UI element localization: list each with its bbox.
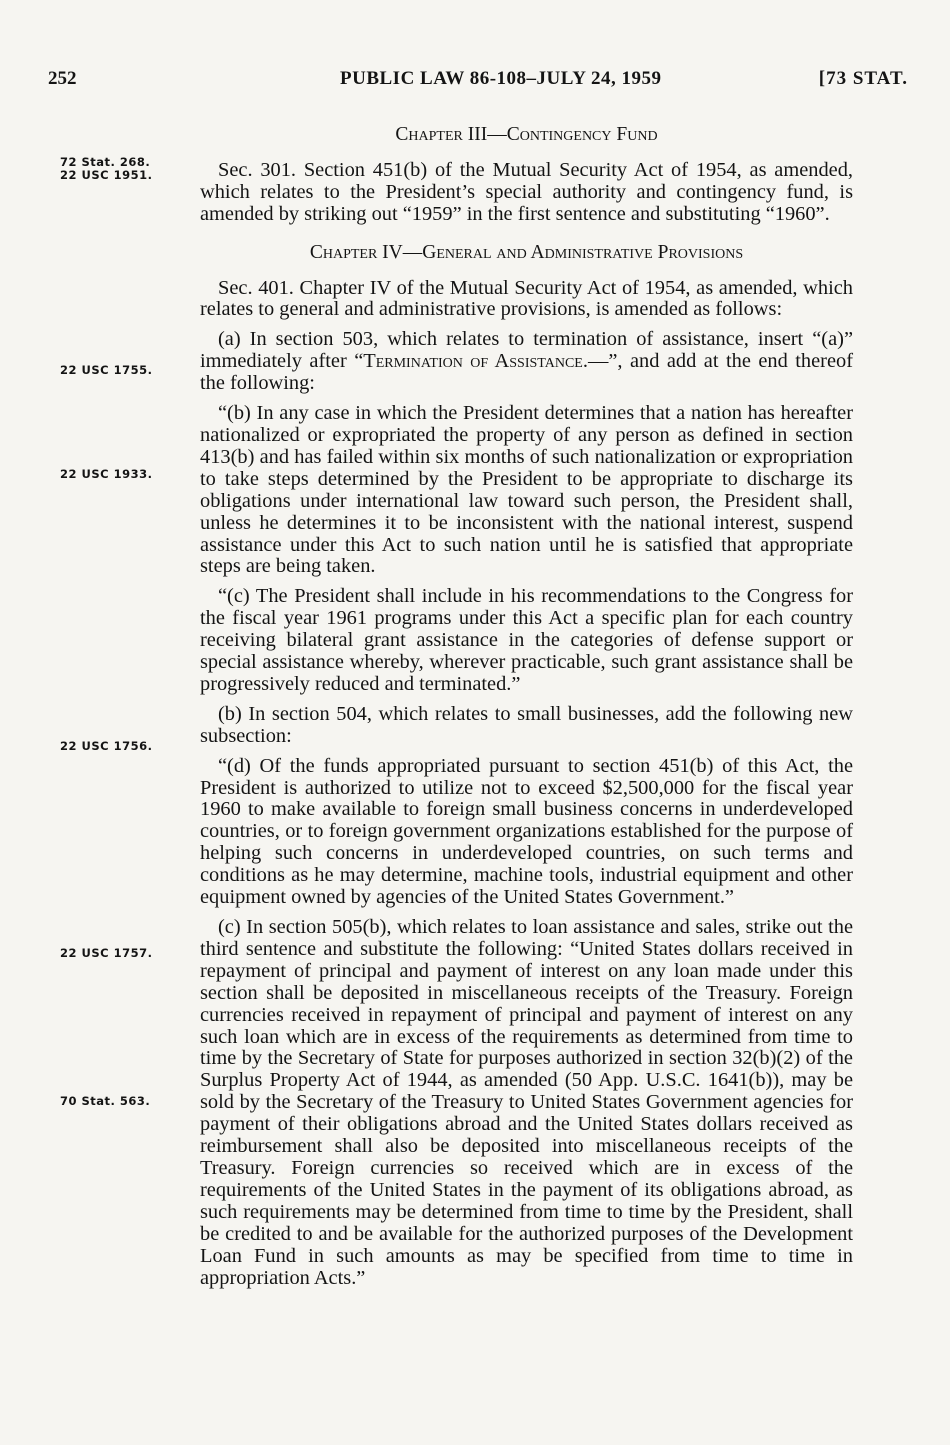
paragraph-a (200, 329, 853, 395)
paragraph-a-text-1: (a) In section 503, which relates to termination of assistance, insert “(a)” immediately after “ (200, 328, 853, 373)
margin-note-stat-268: 72 Stat. 268. 22 USC 1951. (60, 155, 153, 182)
margin-note-1755: 22 USC 1755. (60, 363, 153, 377)
chapter-4-heading: Chapter IV—General and Administrative Provisions (309, 241, 744, 263)
section-401: Sec. 401. Chapter IV of the Mutual Security Act of 1954, as amended, which relates to general and administrative provisions, is amended as follows: (200, 276, 853, 321)
termination-heading-ref: Termination of Assistance. (363, 350, 588, 373)
paragraph-b: (b) In section 504, which relates to small businesses, add the following new subsection: (200, 702, 853, 747)
margin-note-1933: 22 USC 1933. (60, 467, 153, 481)
page-header (48, 68, 908, 98)
quoted-subsection-c: “(c) The President shall include in his recommendations to the Congress for the fiscal year 1961 programs under this Act a specific plan for each country receiving bilateral grant assistance in the categories of defense support or special assistance whereby, wherever practicable, such grant assistance shall be progressively reduced and terminated.” (200, 585, 853, 695)
body-text (200, 118, 853, 1297)
page-number: 252 (48, 68, 77, 89)
statute-reference: [73 STAT. (818, 68, 908, 89)
paragraph-a-text-2: —”, and add at the end thereof the following: (200, 350, 853, 395)
chapter-3-heading: Chapter III—Contingency Fund (395, 124, 658, 145)
quoted-subsection-d: “(d) Of the funds appropriated pursuant to section 451(b) of this Act, the President is authorized to utilize not to exceed $2,500,000 for the fiscal year 1960 to make available to foreign small business concerns in underdeveloped countries, or to foreign government organizations established for the purpose of helping such concerns in underdeveloped countries, on such terms and conditions as he may determine, machine tools, industrial equipment and other equipment owned by agencies of the United States Government.” (200, 754, 853, 909)
quoted-subsection-b: “(b) In any case in which the President determines that a nation has hereafter nationalized or expropriated the property of any person as defined in section 413(b) and has failed within six months of such nationalization or expropriation to take steps determined by the President to be appropriate to discharge its obligations under international law toward such person, the President shall, unless he determines it to be inconsistent with the national interest, suspend assistance under this Act to such nation until he is satisfied that appropriate steps are being taken. (200, 402, 853, 578)
margin-note-1756: 22 USC 1756. (60, 739, 153, 753)
paragraph-c: (c) In section 505(b), which relates to loan assistance and sales, strike out the third sentence and substitute the following: “United States dollars received in repayment of principal and payment of interest on any loan made under this section shall be deposited in miscellaneous receipts of the Treasury. Foreign currencies received in repayment of principal and payment of interest on any such loan which are in excess of the requirements as determined from time to time by the Secretary of State for purposes authorized in section 32(b)(2) of the Surplus Property Act of 1944, as amended (50 App. U.S.C. 1641(b)), may be sold by the Secretary of the Treasury to United States Government agencies for payment of their obligations abroad and the United States dollars received as reimbursement shall also be deposited into miscellaneous receipts of the Treasury. Foreign currencies so received which are in excess of the requirements of the United States in the payment of its obligations abroad, as such requirements may be determined from time to time by the President, shall be credited to and be available for the authorized purposes of the Development Loan Fund in such amounts as may be specified from time to time in appropriation Acts.” (200, 916, 853, 1289)
margin-note-1757: 22 USC 1757. (60, 946, 153, 960)
running-title: PUBLIC LAW 86-108–JULY 24, 1959 (340, 68, 662, 89)
margin-note-stat-563: 70 Stat. 563. (60, 1094, 151, 1108)
section-301: Sec. 301. Section 451(b) of the Mutual Security Act of 1954, as amended, which relates to the President’s special authority and contingency fund, is amended by striking out “1959” in the first sentence and substituting “1960”. (200, 158, 853, 225)
